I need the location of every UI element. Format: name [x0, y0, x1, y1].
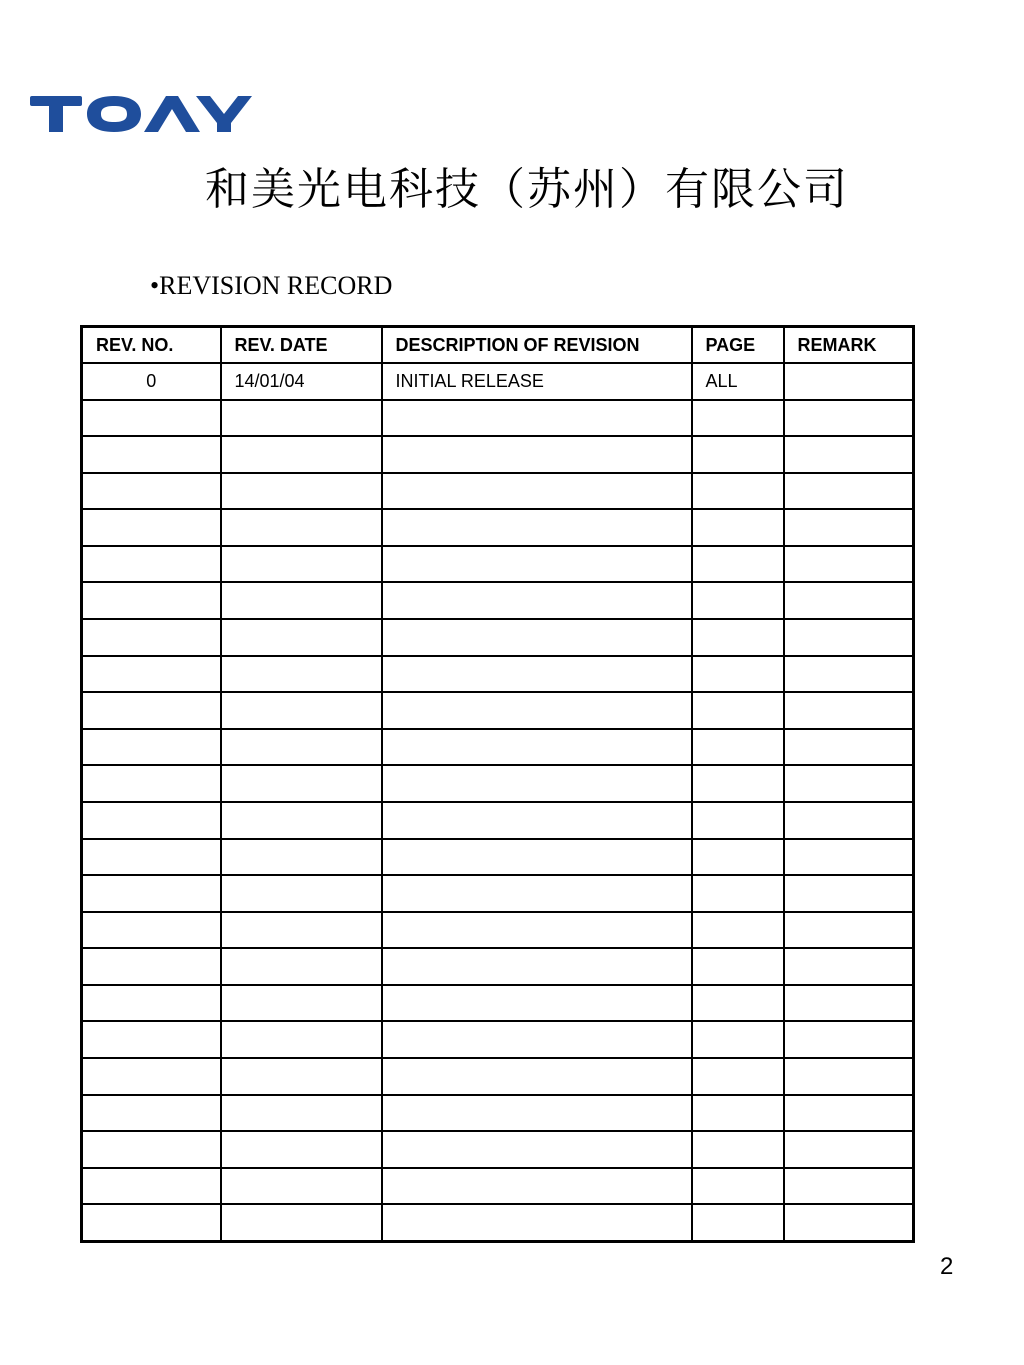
- cell-rev-no: [82, 509, 221, 546]
- table-row: [82, 692, 914, 729]
- cell-page: [692, 802, 784, 839]
- cell-rev-no: [82, 912, 221, 949]
- cell-description: [382, 436, 692, 473]
- header-page: PAGE: [692, 327, 784, 364]
- cell-remark: [784, 582, 914, 619]
- cell-rev-date: [221, 1131, 382, 1168]
- header-rev-date: REV. DATE: [221, 327, 382, 364]
- table-row: [82, 985, 914, 1022]
- cell-description: [382, 619, 692, 656]
- cell-page: [692, 582, 784, 619]
- cell-rev-no: [82, 729, 221, 766]
- revision-table: [80, 325, 915, 1243]
- cell-rev-no: [82, 546, 221, 583]
- cell-rev-no: [82, 948, 221, 985]
- cell-page: [692, 436, 784, 473]
- cell-page: [692, 985, 784, 1022]
- cell-page: [692, 692, 784, 729]
- cell-page: [692, 1204, 784, 1241]
- cell-description: [382, 400, 692, 437]
- cell-remark: [784, 692, 914, 729]
- cell-remark: [784, 839, 914, 876]
- cell-page: [692, 875, 784, 912]
- table-row: [82, 802, 914, 839]
- cell-rev-no: [82, 802, 221, 839]
- cell-rev-no: [82, 619, 221, 656]
- table-row: [82, 363, 914, 400]
- cell-page: [692, 948, 784, 985]
- cell-page: [692, 1058, 784, 1095]
- table-row: [82, 509, 914, 546]
- cell-page: [692, 656, 784, 693]
- cell-rev-date: [221, 985, 382, 1022]
- cell-page: [692, 765, 784, 802]
- cell-remark: [784, 1095, 914, 1132]
- cell-rev-no: [82, 436, 221, 473]
- cell-rev-date: [221, 765, 382, 802]
- table-row: [82, 729, 914, 766]
- cell-rev-date: [221, 912, 382, 949]
- cell-remark: [784, 473, 914, 510]
- section-title: •REVISION RECORD: [150, 271, 393, 300]
- cell-remark: [784, 1168, 914, 1205]
- cell-rev-no: [82, 875, 221, 912]
- cell-page: [692, 1021, 784, 1058]
- cell-rev-no: [82, 582, 221, 619]
- cell-description: [382, 765, 692, 802]
- cell-page: [692, 619, 784, 656]
- cell-rev-date: [221, 839, 382, 876]
- table-row: [82, 1095, 914, 1132]
- cell-page: [692, 473, 784, 510]
- cell-rev-date: [221, 509, 382, 546]
- table-row: [82, 1058, 914, 1095]
- table-row: [82, 875, 914, 912]
- cell-rev-date: [221, 473, 382, 510]
- cell-rev-date: [221, 436, 382, 473]
- cell-page: [692, 729, 784, 766]
- cell-remark: [784, 765, 914, 802]
- cell-description: [382, 1168, 692, 1205]
- table-row: [82, 1168, 914, 1205]
- cell-description: [382, 656, 692, 693]
- cell-description: [382, 473, 692, 510]
- table-row: [82, 400, 914, 437]
- cell-remark: [784, 546, 914, 583]
- cell-remark: [784, 619, 914, 656]
- cell-rev-date: [221, 1204, 382, 1241]
- cell-remark: [784, 802, 914, 839]
- cell-description: [382, 802, 692, 839]
- cell-page: [692, 546, 784, 583]
- cell-rev-no: [82, 1204, 221, 1241]
- cell-rev-no: [82, 1131, 221, 1168]
- cell-remark: [784, 875, 914, 912]
- cell-rev-no: [82, 1021, 221, 1058]
- cell-rev-date: [221, 802, 382, 839]
- cell-remark: [784, 1131, 914, 1168]
- cell-remark: [784, 363, 914, 400]
- cell-rev-no: [82, 1095, 221, 1132]
- cell-rev-no: [82, 765, 221, 802]
- cell-rev-date: [221, 656, 382, 693]
- table-row: [82, 656, 914, 693]
- cell-description: [382, 1021, 692, 1058]
- cell-description: INITIAL RELEASE: [382, 363, 692, 400]
- cell-rev-date: [221, 948, 382, 985]
- table-row: [82, 1131, 914, 1168]
- table-row: [82, 912, 914, 949]
- cell-remark: [784, 509, 914, 546]
- cell-rev-date: [221, 729, 382, 766]
- cell-description: [382, 948, 692, 985]
- cell-rev-no: [82, 692, 221, 729]
- cell-page: [692, 509, 784, 546]
- table-row: [82, 839, 914, 876]
- cell-description: [382, 985, 692, 1022]
- cell-rev-no: [82, 839, 221, 876]
- table-header-row: [82, 327, 914, 364]
- cell-rev-no: [82, 400, 221, 437]
- cell-page: [692, 1131, 784, 1168]
- cell-remark: [784, 656, 914, 693]
- cell-remark: [784, 985, 914, 1022]
- cell-description: [382, 1058, 692, 1095]
- table-row: [82, 765, 914, 802]
- toay-logo: [28, 92, 254, 136]
- cell-description: [382, 546, 692, 583]
- cell-page: [692, 1095, 784, 1132]
- cell-description: [382, 1131, 692, 1168]
- cell-rev-no: [82, 1058, 221, 1095]
- cell-rev-date: [221, 582, 382, 619]
- cell-rev-no: [82, 1168, 221, 1205]
- header-rev-no: REV. NO.: [82, 327, 221, 364]
- cell-rev-no: [82, 473, 221, 510]
- cell-rev-date: [221, 619, 382, 656]
- cell-remark: [784, 912, 914, 949]
- table-row: [82, 582, 914, 619]
- cell-page: ALL: [692, 363, 784, 400]
- cell-page: [692, 912, 784, 949]
- cell-rev-date: [221, 400, 382, 437]
- page-number: 2: [940, 1253, 954, 1280]
- cell-rev-date: [221, 1021, 382, 1058]
- company-name: 和美光电科技（苏州）有限公司: [205, 164, 849, 215]
- cell-rev-date: [221, 692, 382, 729]
- table-row: [82, 436, 914, 473]
- cell-remark: [784, 948, 914, 985]
- cell-remark: [784, 1204, 914, 1241]
- table-row: [82, 546, 914, 583]
- cell-description: [382, 1095, 692, 1132]
- table-row: [82, 1204, 914, 1241]
- cell-description: [382, 1204, 692, 1241]
- cell-page: [692, 839, 784, 876]
- cell-description: [382, 509, 692, 546]
- table-row: [82, 619, 914, 656]
- cell-remark: [784, 729, 914, 766]
- cell-remark: [784, 1021, 914, 1058]
- cell-description: [382, 729, 692, 766]
- header-remark: REMARK: [784, 327, 914, 364]
- cell-description: [382, 692, 692, 729]
- cell-rev-date: [221, 1095, 382, 1132]
- cell-remark: [784, 436, 914, 473]
- cell-description: [382, 839, 692, 876]
- cell-description: [382, 582, 692, 619]
- cell-rev-date: [221, 546, 382, 583]
- cell-remark: [784, 400, 914, 437]
- cell-page: [692, 400, 784, 437]
- cell-rev-date: 14/01/04: [221, 363, 382, 400]
- cell-remark: [784, 1058, 914, 1095]
- cell-page: [692, 1168, 784, 1205]
- cell-rev-no: [82, 985, 221, 1022]
- cell-description: [382, 875, 692, 912]
- cell-rev-date: [221, 1168, 382, 1205]
- table-row: [82, 948, 914, 985]
- cell-rev-date: [221, 875, 382, 912]
- table-row: [82, 473, 914, 510]
- header-description: DESCRIPTION OF REVISION: [382, 327, 692, 364]
- table-row: [82, 1021, 914, 1058]
- cell-rev-no: 0: [82, 363, 221, 400]
- cell-rev-no: [82, 656, 221, 693]
- cell-description: [382, 912, 692, 949]
- cell-rev-date: [221, 1058, 382, 1095]
